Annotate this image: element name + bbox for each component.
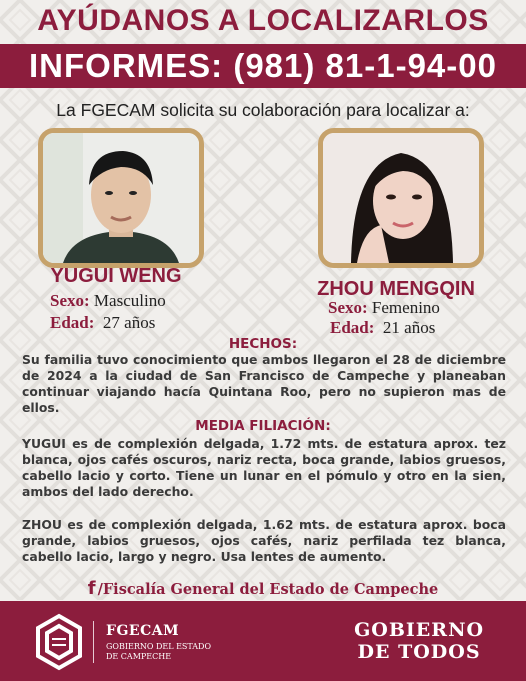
person-2-name: ZHOU MENGQIN [317, 278, 475, 300]
intro-text: La FGECAM solicita su colaboración para localizar a: [56, 100, 470, 120]
org-name: FGECAM [106, 623, 180, 639]
phone-text: INFORMES: (981) 81-1-94-00 [29, 47, 497, 84]
photo-yugui-weng [38, 128, 204, 268]
org-subtitle [106, 642, 236, 662]
person-1-sex [50, 291, 166, 311]
person-1-age [50, 313, 155, 333]
age-value: 27 años [102, 313, 156, 332]
filiacion-yugui: YUGUI es de complexión delgada, 1.72 mts. de estatura aprox. tez blanca, ojos cafés oscuros, nariz recta, boca grande, labios gruesos, cabello lacio y corto. Tiene un lunar en el pómulo y otro en la sien, ambos del lado derecho. [22, 436, 506, 499]
facebook-icon: f [87, 578, 96, 599]
hechos-heading: HECHOS: [228, 336, 298, 352]
age-value: 21 años [382, 318, 436, 337]
gob-line-2: DE TODOS [357, 641, 481, 663]
filiacion-zhou: ZHOU es de complexión delgada, 1.62 mts. de estatura aprox. boca grande, labios gruesos, ojos cafés, nariz perfilada tez blanca, cabello lacio, largo y negro. Usa lentes de aumento. [22, 517, 506, 564]
org-line-2: DE CAMPECHE [106, 652, 172, 661]
photo-zhou-mengqin [318, 128, 484, 268]
org-line-1: GOBIERNO DEL ESTADO [106, 642, 212, 651]
facebook-text: /Fiscalía General del Estado de Campeche [97, 581, 439, 598]
age-label: Edad: [330, 318, 375, 337]
sex-value: Femenino [371, 298, 440, 317]
sex-label: Sexo: [328, 298, 368, 317]
person-2-age [330, 318, 435, 338]
poster-title: AYÚDANOS A LOCALIZARLOS [37, 4, 489, 37]
fgecam-logo-icon [34, 613, 84, 671]
sex-label: Sexo: [50, 291, 90, 310]
footer-divider [93, 621, 94, 663]
hechos-text: Su familia tuvo conocimiento que ambos llegaron el 28 de diciembre de 2024 a la ciudad de San Francisco de Campeche y planeaban continuar viajando hacía Quintana Roo, pero no supieron mas de ellos. [22, 352, 506, 415]
age-label: Edad: [50, 313, 95, 332]
gob-line-1: GOBIERNO [354, 619, 484, 641]
phone-banner [0, 44, 526, 88]
gobierno-de-todos-logo [354, 619, 484, 663]
sex-value: Masculino [93, 291, 166, 310]
facebook-line [0, 578, 526, 599]
person-1-name: YUGUI WENG [50, 265, 182, 287]
filiacion-heading: MEDIA FILIACIÓN: [195, 418, 331, 434]
person-2-sex [328, 298, 440, 318]
footer [0, 601, 526, 681]
